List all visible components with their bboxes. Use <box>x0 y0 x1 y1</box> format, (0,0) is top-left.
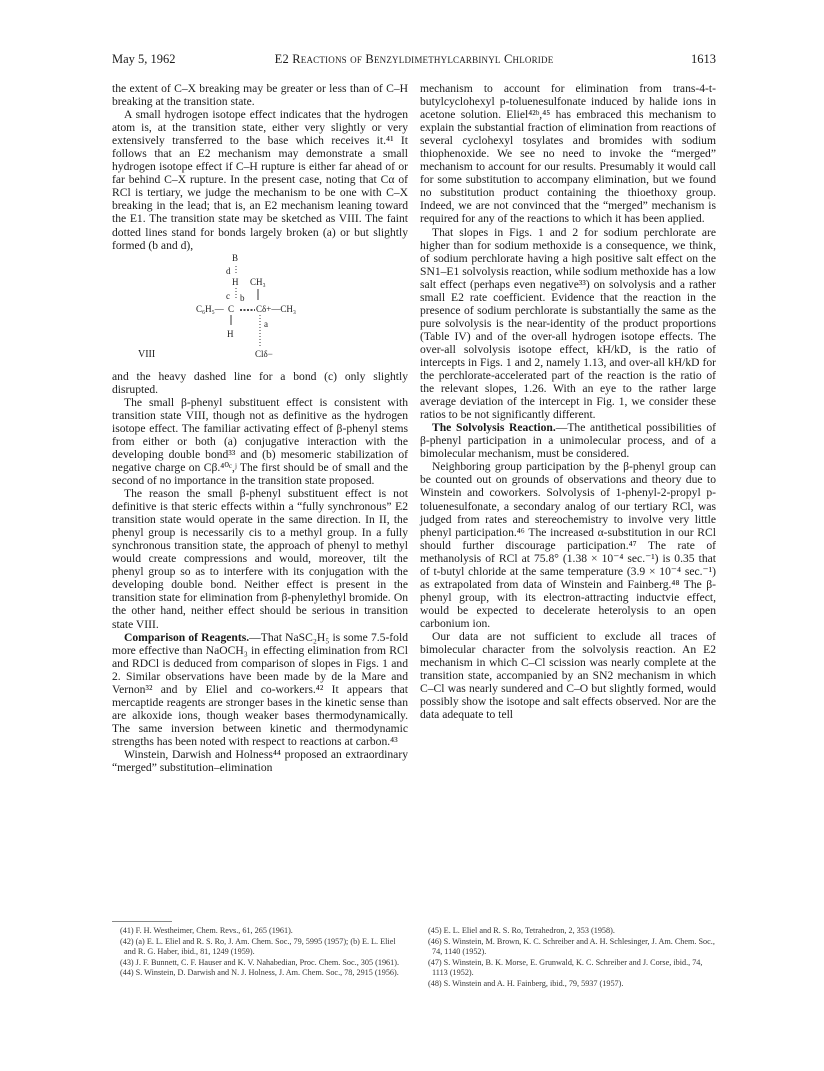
paragraph: A small hydrogen isotope effect indicates that the hydrogen atom is, at the transition state, either very slightly or very extensively transferred to the base which receives it.⁴¹ It follows that an E2 mechanism may demonstrate a small hydrogen isotope effect if C–H rupture is either far ahead of or far behind C–X rupture. In the present case, noting that Cα of RCl is tertiary, we judge the mechanism to be one with C–X breaking in the lead; that is, an E2 mechanism leaning toward the E1. The transition state may be sketched as VIII. The faint dotted lines stand for bonds largely broken (a) or but slightly formed (b and d), <box>112 108 408 252</box>
footnote: (45) E. L. Eliel and R. S. Ro, Tetrahedron, 2, 353 (1958). <box>428 926 615 935</box>
paragraph: mechanism to account for elimination from trans-4-t-butylcyclohexyl p-toluenesulfonate induced by halide ions in acetone solution. Eliel⁴²ᵇ,⁴⁵ has embraced this mechanism to explain the substantial fraction of elimination from reactions of several cyclohexyl tosylates and bromides with sodium thiophenoxide. We see no need to invoke the “merged” mechanism to account for our results. Presumably it would call for some substitution to accompany elimination, but we found no substitution product containing the thioethoxy group. Indeed, we are not convinced that the “merged” mechanism is required for any of the reactions to which it has been applied. <box>420 82 716 226</box>
paragraph <box>112 631 408 748</box>
footnote-rule <box>112 921 172 922</box>
alpha-carbon-label: Cδ+—CH₃ <box>256 303 296 314</box>
paragraph: Our data are not sufficient to exclude all traces of bimolecular character from the solvolysis reaction. An E2 mechanism in which C–Cl scission was nearly complete at the transition state, accompanied by an SN2 mechanism in which C–Cl was nearly sundered and C–O but slightly formed, would possibly show the isotope and salt effects observed. Nor are the data adequate to tell <box>420 629 716 722</box>
hydrogen-label: H <box>232 276 239 287</box>
bond-label-a: a <box>264 318 268 329</box>
structure-number: VIII <box>138 348 156 360</box>
paragraph: The small β-phenyl substituent effect is consistent with transition state VIII, though not as definitive as the hydrogen isotope effect. The familiar activating effect of β-phenyl stems from either or both (a) conjugative interaction with the developing double bond³³ and (b) mesomeric stabilization of negative charge on Cβ.⁴⁰ᶜ,ʲ The first should be of small and the second of no importance in the transition state proposed. <box>112 395 408 487</box>
hydrogen-label-bottom: H <box>227 328 234 339</box>
issue-date: May 5, 1962 <box>112 52 176 66</box>
bond-label-c: c <box>226 290 230 301</box>
footnote: (48) S. Winstein and A. H. Fainberg, ibid., 79, 5937 (1957). <box>428 978 624 988</box>
paragraph-text: —That NaSC₂H₅ is some 7.5-fold more effective than NaOCH₃ in effecting elimination from RCl and RDCl is deduced from comparison of slopes in Figs. 1 and 2. Similar observations have been made by de la Mare and Vernon³² and by Eliel and co-workers.⁴² It appears that mercaptide reagents are stronger bases in the kinetic sense than are alkoxide ions, though weaker bases thermodynamically. The same inversion between kinetic and thermodynamic strengths has been noted with respect to reactions at carbon.⁴³ <box>112 630 408 748</box>
chlorine-label: Clδ− <box>255 348 273 359</box>
paragraph: The reason the small β-phenyl substituent effect is not definitive is that steric effects within a “fully synchronous” E2 transition state would operate in the same direction. In II, the phenyl group is necessarily cis to a methyl group. In a fully synchronous transition state, the approach of phenyl to methyl would create compressions and would, moreover, tilt the phenyl group so as to interfere with its conjugation with the developing double bond. Neither effect is present in the transition state for elimination from β-phenylethyl bromide. On the other hand, neither effect should be serious in transition state VIII. <box>112 487 408 631</box>
running-header <box>112 52 716 68</box>
paragraph: That slopes in Figs. 1 and 2 for sodium perchlorate are higher than for sodium methoxide is a consequence, we think, of sodium perchlorate having a high positive salt effect on the SN1–E1 solvolysis reaction, while sodium methoxide has a low salt effect (perhaps even negative³³) on solvolysis and a rather small E2 rate coefficient. Evidence that the reaction in the presence of sodium perchlorate is substantially the same as the pure solvolysis is the near-identity of the product proportions (Table IV) and of the over-all hydrogen isotope effects. The over-all solvolysis isotope effect, kH/kD, is the ratio of intercepts in Figs. 1 and 2, namely 1.13, and over-all kH/kD for the perchlorate-accelerated part of the reaction is the ratio of the relevant slopes, 1.26. With an eye to the rather large average deviation of the intercept in Fig. 1, we consider these ratios to be not significantly different. <box>420 225 716 422</box>
paragraph: and the heavy dashed line for a bond (c) only slightly disrupted. <box>112 369 408 396</box>
footnote: (41) F. H. Westheimer, Chem. Revs., 61, 265 (1961). <box>120 926 293 935</box>
paragraph-text: —The antithetical possibilities of β-phenyl participation in a unimolecular process, and of a bimolecular mechanism, must be considered. <box>420 421 716 461</box>
paragraph: the extent of C–X breaking may be greater or less than of C–H breaking at the transition state. <box>112 82 408 109</box>
phenyl-label: C₆H₅— <box>196 303 224 314</box>
section-heading: The Solvolysis Reaction. <box>432 421 556 435</box>
footnote: (42) (a) E. L. Eliel and R. S. Ro, J. Am. Chem. Soc., 79, 5995 (1957); (b) E. L. Eliel and R. G. Haber, ibid., 81, 1249 (1959). <box>120 936 396 957</box>
transition-state-structure <box>112 252 408 370</box>
running-title: E2 Reactions of Benzyldimethylcarbinyl Chloride <box>274 52 554 66</box>
paragraph <box>420 421 716 460</box>
bond-label-b: b <box>240 292 245 303</box>
footnote: (44) S. Winstein, D. Darwish and N. J. Holness, J. Am. Chem. Soc., 78, 2915 (1956). <box>120 968 399 978</box>
footnote: (43) J. F. Bunnett, C. F. Hauser and K. V. Nahabedian, Proc. Chem. Soc., 305 (1961). <box>120 957 400 967</box>
footnote: (47) S. Winstein, B. K. Morse, E. Grunwald, K. C. Schreiber and J. Corse, ibid., 74, 1113 (1952). <box>428 957 703 978</box>
paragraph: Winstein, Darwish and Holness⁴⁴ proposed an extraordinary “merged” substitution–elimination <box>112 747 408 775</box>
beta-carbon-label: C <box>228 303 235 314</box>
page-number: 1613 <box>691 52 716 66</box>
section-heading: Comparison of Reagents. <box>124 630 250 644</box>
left-column <box>112 82 408 774</box>
footnote: (46) S. Winstein, M. Brown, K. C. Schreiber and A. H. Schlesinger, J. Am. Chem. Soc., 74, 1140 (1952). <box>428 936 715 957</box>
footnotes-right <box>420 926 716 990</box>
base-label: B <box>232 252 239 263</box>
bond-label-d: d <box>226 265 231 276</box>
methyl-label: CH₃ <box>250 276 266 287</box>
footnotes-left <box>112 926 408 979</box>
paragraph: Neighboring group participation by the β-phenyl group can be counted out on grounds of observations and theory due to Winstein and coworkers. Solvolysis of 1-phenyl-2-propyl p-toluenesulfonate, a secondary analog of our tertiary RCl, was judged from rates and stereochemistry to involve very little phenyl participation.⁴⁶ The increased α-substitution in our RCl should further discourage participation.⁴⁷ The rate of methanolysis of RCl at 75.8° (1.38 × 10⁻⁴ sec.⁻¹) is 0.35 that of t-butyl chloride at the same temperature (3.9 × 10⁻⁴ sec.⁻¹) as extrapolated from data of Winstein and Fainberg.⁴⁸ The β-phenyl group, with its electron-attracting inductvie effect, would be expected to decelerate heterolysis to an open carbonium ion. <box>420 460 716 630</box>
right-column <box>420 82 716 721</box>
